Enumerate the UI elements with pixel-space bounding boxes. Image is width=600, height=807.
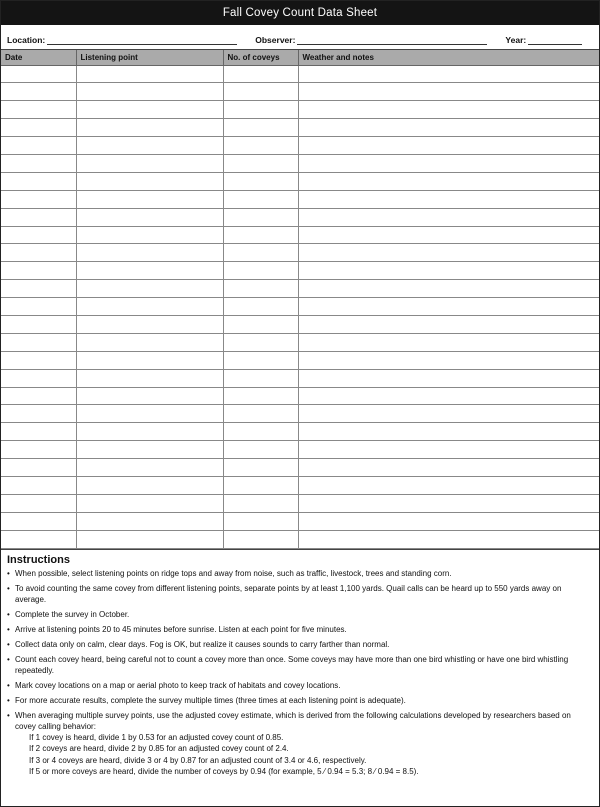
instructions-list bbox=[7, 568, 593, 732]
year-input-line[interactable] bbox=[528, 37, 582, 45]
date-cell[interactable] bbox=[1, 262, 76, 280]
table-row bbox=[1, 494, 599, 512]
coveys-cell[interactable] bbox=[223, 83, 298, 101]
table-row bbox=[1, 190, 599, 208]
date-cell[interactable] bbox=[1, 369, 76, 387]
coveys-cell[interactable] bbox=[223, 530, 298, 548]
date-cell[interactable] bbox=[1, 137, 76, 155]
date-cell[interactable] bbox=[1, 244, 76, 262]
listening-point-cell[interactable] bbox=[76, 262, 223, 280]
date-cell[interactable] bbox=[1, 476, 76, 494]
table-row bbox=[1, 459, 599, 477]
coveys-cell[interactable] bbox=[223, 405, 298, 423]
calculation-item: If 3 or 4 coveys are heard, divide 3 or 4 by 0.87 for an adjusted count of 3.4 or 4.6, respectively. bbox=[29, 755, 367, 765]
instruction-item: • Arrive at listening points 20 to 45 minutes before sunrise. Listen at each point for five minutes. bbox=[7, 624, 347, 634]
weather-notes-cell[interactable] bbox=[298, 154, 599, 172]
listening-point-cell[interactable] bbox=[76, 351, 223, 369]
coveys-cell[interactable] bbox=[223, 226, 298, 244]
date-cell[interactable] bbox=[1, 512, 76, 530]
table-row bbox=[1, 405, 599, 423]
table-row bbox=[1, 315, 599, 333]
listening-point-cell[interactable] bbox=[76, 83, 223, 101]
instruction-item: • For more accurate results, complete the survey multiple times (three times at each listening point is adequate). bbox=[7, 695, 406, 705]
weather-notes-cell[interactable] bbox=[298, 333, 599, 351]
year-field bbox=[505, 35, 582, 45]
coveys-cell[interactable] bbox=[223, 476, 298, 494]
column-header-listening-point: Listening point bbox=[76, 50, 223, 65]
instruction-item: • Count each covey heard, being careful not to count a covey more than once. Some coveys may have more than one bird whistling or have one bird whistling repeatedly. bbox=[7, 654, 569, 675]
date-cell[interactable] bbox=[1, 190, 76, 208]
column-header-coveys: No. of coveys bbox=[223, 50, 298, 65]
table-row bbox=[1, 226, 599, 244]
coveys-cell[interactable] bbox=[223, 262, 298, 280]
location-field bbox=[7, 35, 237, 45]
weather-notes-cell[interactable] bbox=[298, 190, 599, 208]
listening-point-cell[interactable] bbox=[76, 512, 223, 530]
coveys-cell[interactable] bbox=[223, 494, 298, 512]
info-row bbox=[1, 25, 599, 50]
instructions-section bbox=[1, 549, 599, 778]
listening-point-cell[interactable] bbox=[76, 298, 223, 316]
listening-point-cell[interactable] bbox=[76, 119, 223, 137]
instruction-item: • Mark covey locations on a map or aerial photo to keep track of habitats and covey locations. bbox=[7, 680, 341, 690]
date-cell[interactable] bbox=[1, 208, 76, 226]
weather-notes-cell[interactable] bbox=[298, 387, 599, 405]
date-cell[interactable] bbox=[1, 83, 76, 101]
table-row bbox=[1, 119, 599, 137]
table-row bbox=[1, 101, 599, 119]
table-row bbox=[1, 244, 599, 262]
table-row bbox=[1, 369, 599, 387]
column-header-weather-notes: Weather and notes bbox=[298, 50, 599, 65]
table-row bbox=[1, 154, 599, 172]
table-row bbox=[1, 387, 599, 405]
coveys-cell[interactable] bbox=[223, 369, 298, 387]
table-row bbox=[1, 423, 599, 441]
data-table bbox=[1, 50, 599, 549]
listening-point-cell[interactable] bbox=[76, 333, 223, 351]
date-cell[interactable] bbox=[1, 441, 76, 459]
coveys-cell[interactable] bbox=[223, 315, 298, 333]
weather-notes-cell[interactable] bbox=[298, 423, 599, 441]
date-cell[interactable] bbox=[1, 405, 76, 423]
listening-point-cell[interactable] bbox=[76, 459, 223, 477]
coveys-cell[interactable] bbox=[223, 208, 298, 226]
weather-notes-cell[interactable] bbox=[298, 137, 599, 155]
bullet-icon: • bbox=[7, 609, 10, 619]
coveys-cell[interactable] bbox=[223, 441, 298, 459]
coveys-cell[interactable] bbox=[223, 387, 298, 405]
weather-notes-cell[interactable] bbox=[298, 226, 599, 244]
table-row bbox=[1, 476, 599, 494]
bullet-icon: • bbox=[7, 654, 10, 664]
weather-notes-cell[interactable] bbox=[298, 244, 599, 262]
calculation-item: If 1 covey is heard, divide 1 by 0.53 for an adjusted covey count of 0.85. bbox=[29, 732, 284, 742]
table-row bbox=[1, 280, 599, 298]
weather-notes-cell[interactable] bbox=[298, 315, 599, 333]
table-row bbox=[1, 333, 599, 351]
weather-notes-cell[interactable] bbox=[298, 280, 599, 298]
listening-point-cell[interactable] bbox=[76, 423, 223, 441]
instruction-item: • To avoid counting the same covey from different listening points, separate points by at least 1,100 yards. Quail calls can be heard up to 550 yards away on average. bbox=[7, 583, 562, 604]
coveys-cell[interactable] bbox=[223, 137, 298, 155]
date-cell[interactable] bbox=[1, 119, 76, 137]
listening-point-cell[interactable] bbox=[76, 190, 223, 208]
date-cell[interactable] bbox=[1, 351, 76, 369]
coveys-cell[interactable] bbox=[223, 423, 298, 441]
location-label: Location: bbox=[7, 35, 46, 45]
observer-label: Observer: bbox=[255, 35, 296, 45]
weather-notes-cell[interactable] bbox=[298, 101, 599, 119]
table-body bbox=[1, 65, 599, 548]
weather-notes-cell[interactable] bbox=[298, 119, 599, 137]
date-cell[interactable] bbox=[1, 530, 76, 548]
weather-notes-cell[interactable] bbox=[298, 530, 599, 548]
calculation-item: If 5 or more coveys are heard, divide the number of coveys by 0.94 (for example, 5 ⁄ 0.94 = 5.3; 8 ⁄ 0.94 = 8.5). bbox=[29, 767, 419, 777]
coveys-cell[interactable] bbox=[223, 190, 298, 208]
table-row bbox=[1, 262, 599, 280]
coveys-cell[interactable] bbox=[223, 512, 298, 530]
date-cell[interactable] bbox=[1, 423, 76, 441]
date-cell[interactable] bbox=[1, 226, 76, 244]
coveys-cell[interactable] bbox=[223, 154, 298, 172]
coveys-cell[interactable] bbox=[223, 333, 298, 351]
listening-point-cell[interactable] bbox=[76, 476, 223, 494]
bullet-icon: • bbox=[7, 695, 10, 705]
listening-point-cell[interactable] bbox=[76, 369, 223, 387]
listening-point-cell[interactable] bbox=[76, 494, 223, 512]
date-cell[interactable] bbox=[1, 494, 76, 512]
listening-point-cell[interactable] bbox=[76, 172, 223, 190]
listening-point-cell[interactable] bbox=[76, 101, 223, 119]
date-cell[interactable] bbox=[1, 387, 76, 405]
weather-notes-cell[interactable] bbox=[298, 494, 599, 512]
bullet-icon: • bbox=[7, 639, 10, 649]
coveys-cell[interactable] bbox=[223, 65, 298, 83]
date-cell[interactable] bbox=[1, 172, 76, 190]
coveys-cell[interactable] bbox=[223, 101, 298, 119]
weather-notes-cell[interactable] bbox=[298, 262, 599, 280]
date-cell[interactable] bbox=[1, 315, 76, 333]
date-cell[interactable] bbox=[1, 101, 76, 119]
bullet-icon: • bbox=[7, 624, 10, 634]
observer-field bbox=[255, 35, 487, 45]
weather-notes-cell[interactable] bbox=[298, 476, 599, 494]
location-input-line[interactable] bbox=[47, 37, 237, 45]
bullet-icon: • bbox=[7, 568, 10, 578]
listening-point-cell[interactable] bbox=[76, 405, 223, 423]
observer-input-line[interactable] bbox=[297, 37, 487, 45]
coveys-cell[interactable] bbox=[223, 351, 298, 369]
listening-point-cell[interactable] bbox=[76, 208, 223, 226]
weather-notes-cell[interactable] bbox=[298, 512, 599, 530]
sheet-title: Fall Covey Count Data Sheet bbox=[1, 1, 599, 25]
listening-point-cell[interactable] bbox=[76, 315, 223, 333]
listening-point-cell[interactable] bbox=[76, 137, 223, 155]
bullet-icon: • bbox=[7, 710, 10, 720]
listening-point-cell[interactable] bbox=[76, 244, 223, 262]
column-header-date: Date bbox=[1, 50, 76, 65]
weather-notes-cell[interactable] bbox=[298, 208, 599, 226]
instructions-heading: Instructions bbox=[7, 553, 70, 566]
year-label: Year: bbox=[505, 35, 527, 45]
bullet-icon: • bbox=[7, 680, 10, 690]
coveys-cell[interactable] bbox=[223, 459, 298, 477]
table-row bbox=[1, 137, 599, 155]
date-cell[interactable] bbox=[1, 298, 76, 316]
listening-point-cell[interactable] bbox=[76, 387, 223, 405]
listening-point-cell[interactable] bbox=[76, 226, 223, 244]
table-row bbox=[1, 512, 599, 530]
table-header-row bbox=[1, 50, 599, 65]
weather-notes-cell[interactable] bbox=[298, 65, 599, 83]
weather-notes-cell[interactable] bbox=[298, 441, 599, 459]
instruction-item: • Collect data only on calm, clear days. Fog is OK, but realize it causes sounds to carry farther than normal. bbox=[7, 639, 390, 649]
date-cell[interactable] bbox=[1, 280, 76, 298]
table-row bbox=[1, 65, 599, 83]
weather-notes-cell[interactable] bbox=[298, 351, 599, 369]
coveys-cell[interactable] bbox=[223, 172, 298, 190]
calculation-item: If 2 coveys are heard, divide 2 by 0.85 for an adjusted covey count of 2.4. bbox=[29, 744, 289, 754]
date-cell[interactable] bbox=[1, 333, 76, 351]
listening-point-cell[interactable] bbox=[76, 530, 223, 548]
table-row bbox=[1, 351, 599, 369]
coveys-cell[interactable] bbox=[223, 298, 298, 316]
weather-notes-cell[interactable] bbox=[298, 298, 599, 316]
table-row bbox=[1, 208, 599, 226]
listening-point-cell[interactable] bbox=[76, 280, 223, 298]
weather-notes-cell[interactable] bbox=[298, 405, 599, 423]
coveys-cell[interactable] bbox=[223, 244, 298, 262]
date-cell[interactable] bbox=[1, 65, 76, 83]
table-row bbox=[1, 172, 599, 190]
instruction-item: • When possible, select listening points on ridge tops and away from noise, such as traffic, livestock, trees and standing corn. bbox=[7, 568, 452, 578]
coveys-cell[interactable] bbox=[223, 280, 298, 298]
weather-notes-cell[interactable] bbox=[298, 369, 599, 387]
instruction-item: • When averaging multiple survey points, use the adjusted covey estimate, which is derived from the following calculations developed by researchers based on covey calling behavior: bbox=[7, 710, 571, 731]
bullet-icon: • bbox=[7, 583, 10, 593]
table-row bbox=[1, 298, 599, 316]
instruction-item: • Complete the survey in October. bbox=[7, 609, 130, 619]
table-row bbox=[1, 441, 599, 459]
coveys-cell[interactable] bbox=[223, 119, 298, 137]
table-row bbox=[1, 530, 599, 548]
date-cell[interactable] bbox=[1, 154, 76, 172]
weather-notes-cell[interactable] bbox=[298, 83, 599, 101]
listening-point-cell[interactable] bbox=[76, 154, 223, 172]
weather-notes-cell[interactable] bbox=[298, 459, 599, 477]
weather-notes-cell[interactable] bbox=[298, 172, 599, 190]
listening-point-cell[interactable] bbox=[76, 65, 223, 83]
date-cell[interactable] bbox=[1, 459, 76, 477]
listening-point-cell[interactable] bbox=[76, 441, 223, 459]
table-row bbox=[1, 83, 599, 101]
